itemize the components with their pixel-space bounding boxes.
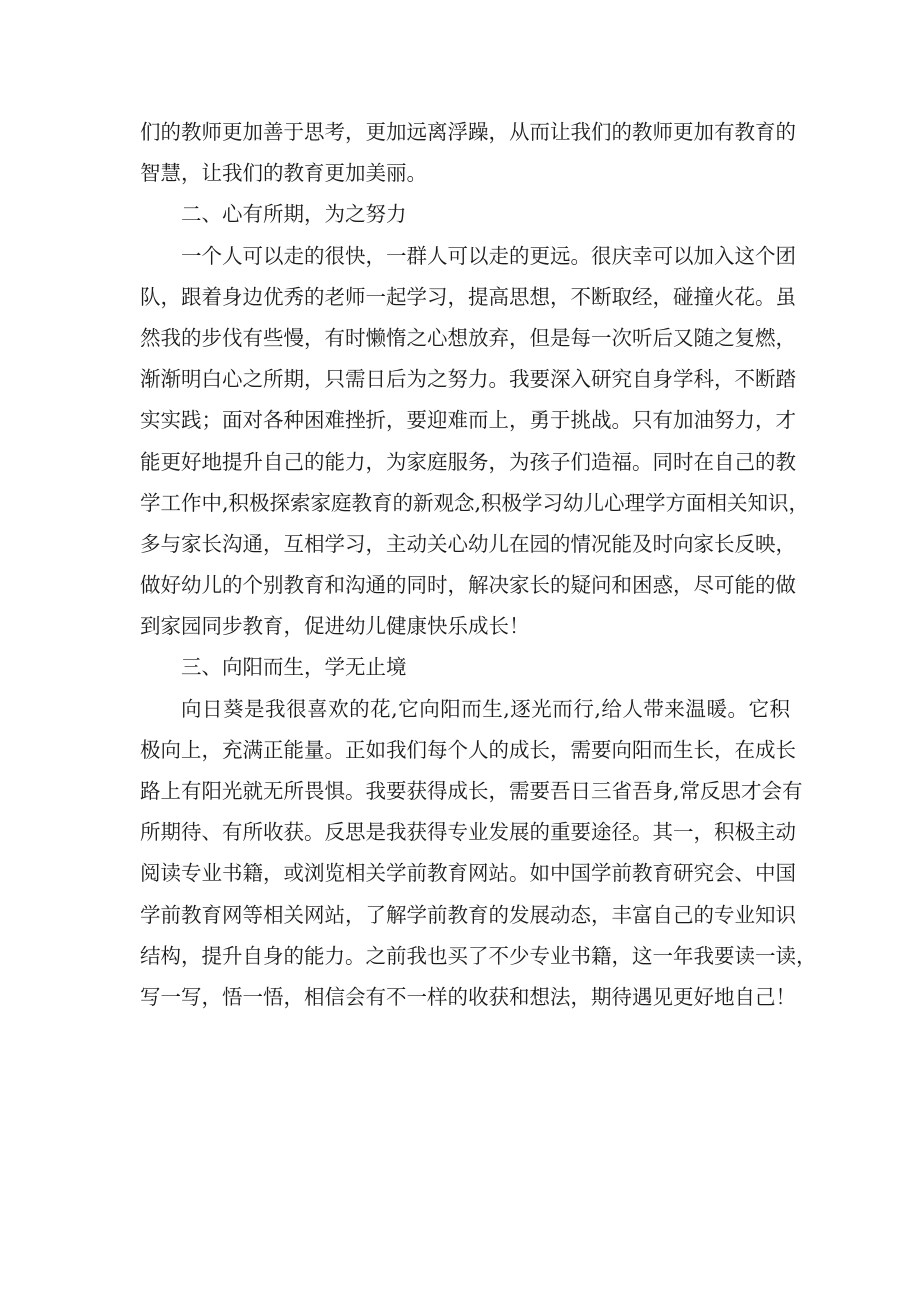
paragraph-line: 们的教师更加善于思考，更加远离浮躁，从而让我们的教师更加有教育的 — [140, 120, 796, 144]
paragraph-line: 一个人可以走的很快，一群人可以走的更远。很庆幸可以加入这个团 — [181, 243, 796, 268]
paragraph-line: 所期待、有所收获。反思是我获得专业发展的重要途径。其一，积极主动 — [140, 820, 796, 845]
paragraph-line: 到家园同步教育，促进幼儿健康快乐成长！ — [140, 614, 530, 639]
paragraph-line: 然我的步伐有些慢，有时懒惰之心想放弃，但是每一次听后又随之复燃， — [140, 325, 796, 350]
paragraph-line: 结构，提升自身的能力。之前我也买了不少专业书籍，这一年我要读一读， — [140, 943, 817, 968]
paragraph-line: 阅读专业书籍，或浏览相关学前教育网站。如中国学前教育研究会、中国 — [140, 861, 796, 886]
section-heading: 三、向阳而生，学无止境 — [181, 655, 407, 680]
paragraph-line: 向日葵是我很喜欢的花,它向阳而生,逐光而行,给人带来温暖。它积 — [181, 696, 790, 721]
section-heading: 二、心有所期，为之努力 — [181, 202, 407, 227]
paragraph-line: 做好幼儿的个别教育和沟通的同时，解决家长的疑问和困惑，尽可能的做 — [140, 573, 796, 598]
paragraph-line: 渐渐明白心之所期，只需日后为之努力。我要深入研究自身学科，不断踏 — [140, 367, 796, 392]
paragraph-line: 写一写，悟一悟，相信会有不一样的收获和想法，期待遇见更好地自己！ — [140, 984, 796, 1009]
paragraph-line: 多与家长沟通，互相学习，主动关心幼儿在园的情况能及时向家长反映， — [140, 531, 796, 556]
paragraph-line: 学工作中,积极探索家庭教育的新观念,积极学习幼儿心理学方面相关知识， — [140, 490, 810, 515]
document-body — [140, 112, 817, 1018]
paragraph-line: 队，跟着身边优秀的老师一起学习，提高思想，不断取经，碰撞火花。虽 — [140, 284, 796, 309]
paragraph-line: 实实践；面对各种困难挫折，要迎难而上，勇于挑战。只有加油努力，才 — [140, 408, 796, 433]
paragraph-line: 极向上，充满正能量。正如我们每个人的成长，需要向阳而生长，在成长 — [140, 737, 796, 762]
paragraph-line: 学前教育网等相关网站，了解学前教育的发展动态，丰富自己的专业知识 — [140, 902, 796, 927]
paragraph-line: 路上有阳光就无所畏惧。我要获得成长，需要吾日三省吾身,常反思才会有 — [140, 779, 803, 803]
paragraph-line: 智慧，让我们的教育更加美丽。 — [140, 161, 427, 186]
paragraph-line: 能更好地提升自己的能力，为家庭服务，为孩子们造福。同时在自己的教 — [140, 449, 796, 474]
